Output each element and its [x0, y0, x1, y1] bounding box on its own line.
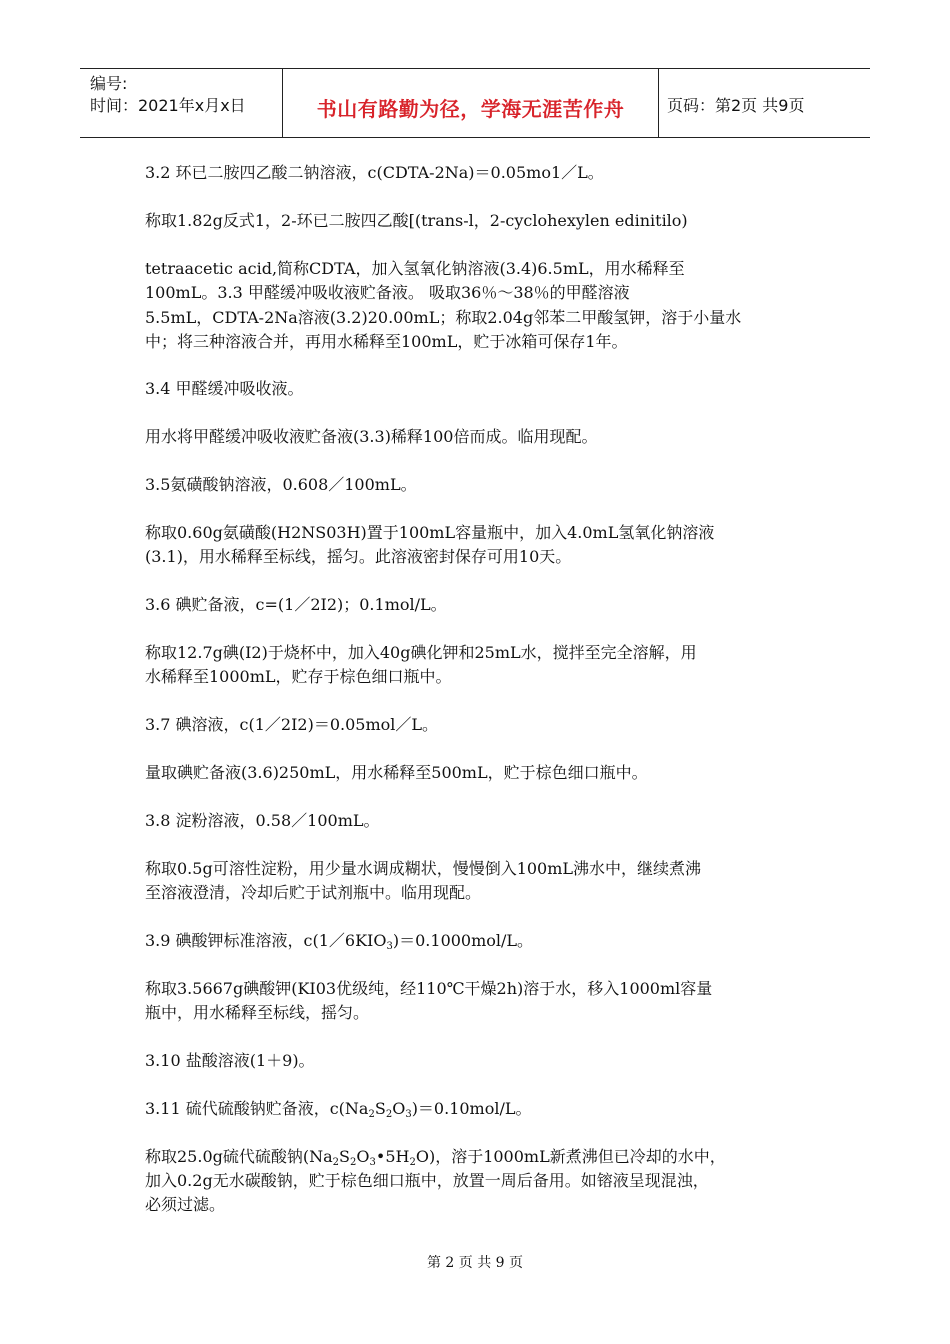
paragraph-line: 5.5mL，CDTA-2Na溶液(3.2)20.00mL；称取2.04g邻苯二甲酸氢钾，溶于小量水	[145, 308, 742, 327]
section-3-6-title: 3.6 碘贮备液，c=(1／2I2)；0.1mol/L。	[145, 595, 447, 614]
header-page-cell	[659, 69, 870, 137]
section-3-8-title: 3.8 淀粉溶液，0.58／100mL。	[145, 811, 380, 830]
header-meta	[80, 69, 283, 137]
paragraph-line: 加入0.2g无水碳酸钠，贮于棕色细口瓶中，放置一周后备用。如镕液呈现混浊，	[145, 1171, 709, 1190]
paragraph-line: 水稀释至1000mL，贮存于棕色细口瓶中。	[145, 667, 452, 686]
motto: 书山有路勤为径，学海无涯苦作舟	[316, 97, 625, 121]
page-info: 页码：第2页 共9页	[667, 96, 805, 115]
paragraph-line: 100mL。3.3 甲醛缓冲吸收液贮备液。 吸取36％～38％的甲醛溶液	[145, 283, 630, 302]
section-3-11-title: 3.11 硫代硫酸钠贮备液，$c(Na_2S_2O_3)=0.10mol/L$。	[145, 1099, 532, 1120]
section-3-4-title: 3.4 甲醛缓冲吸收液。	[145, 379, 304, 398]
paragraph-line: 中；将三种溶液合并，再用水稀释至100mL，贮于冰箱可保存1年。	[145, 332, 628, 351]
paragraph-line: (3.1)，用水稀释至标线，摇匀。此溶液密封保存可用10天。	[145, 547, 572, 566]
header-motto-cell	[283, 69, 659, 137]
paragraph-line: 称取3.5667g碘酸钾(KI03优级纯，经110℃干燥2h)溶于水，移入1000ml容量	[145, 979, 713, 998]
paragraph-line: 称取12.7g碘(I2)于烧杯中，加入40g碘化钾和25mL水，搅拌至完全溶解，用	[145, 643, 697, 662]
time-label: 时间：2021年x月x日	[90, 96, 246, 115]
page-header	[80, 68, 870, 138]
paragraph-line: 称取0.60g氨磺酸(H2NS03H)置于100mL容量瓶中，加入4.0mL氢氧化钠溶液	[145, 523, 715, 542]
paragraph-line: 量取碘贮备液(3.6)250mL，用水稀释至500mL，贮于棕色细口瓶中。	[145, 763, 648, 782]
paragraph-line: 称取1.82g反式1，2-环已二胺四乙酸[(trans-l，2-cyclohexylen edinitilo)	[145, 211, 688, 230]
paragraph-line: 必须过滤。	[145, 1195, 226, 1214]
section-3-2-title: 3.2 环已二胺四乙酸二钠溶液，c(CDTA-2Na)＝0.05mo1／L。	[145, 163, 604, 182]
paragraph-line: 至溶液澄清，冷却后贮于试剂瓶中。临用现配。	[145, 883, 482, 902]
section-3-10-title: 3.10 盐酸溶液(1＋9)。	[145, 1051, 315, 1070]
number-label: 编号:	[90, 74, 128, 93]
paragraph-line: 称取0.5g可溶性淀粉，用少量水调成糊状，慢慢倒入100mL沸水中，继续煮沸	[145, 859, 702, 878]
paragraph-line: tetraacetic acid,简称CDTA，加入氢氧化钠溶液(3.4)6.5mL，用水稀释至	[145, 259, 685, 278]
section-3-9-title: 3.9 碘酸钾标准溶液，$c(1/6KIO_3)=0.1000mol/L$。	[145, 931, 534, 952]
paragraph-line: 称取25.0g硫代硫酸钠$(Na_2S_2O_3•5H_2O)$，溶于1000mL新煮沸但已冷却的水中，	[145, 1147, 726, 1168]
paragraph-line: 用水将甲醛缓冲吸收液贮备液(3.3)稀释100倍而成。临用现配。	[145, 427, 598, 446]
paragraph-line: 瓶中，用水稀释至标线，摇匀。	[145, 1003, 370, 1022]
section-3-7-title: 3.7 碘溶液，c(1／2I2)＝0.05mol／L。	[145, 715, 439, 734]
section-3-5-title: 3.5氨磺酸钠溶液，0.608／100mL。	[145, 475, 417, 494]
page-footer: 第 2 页 共 9 页	[426, 1255, 524, 1271]
